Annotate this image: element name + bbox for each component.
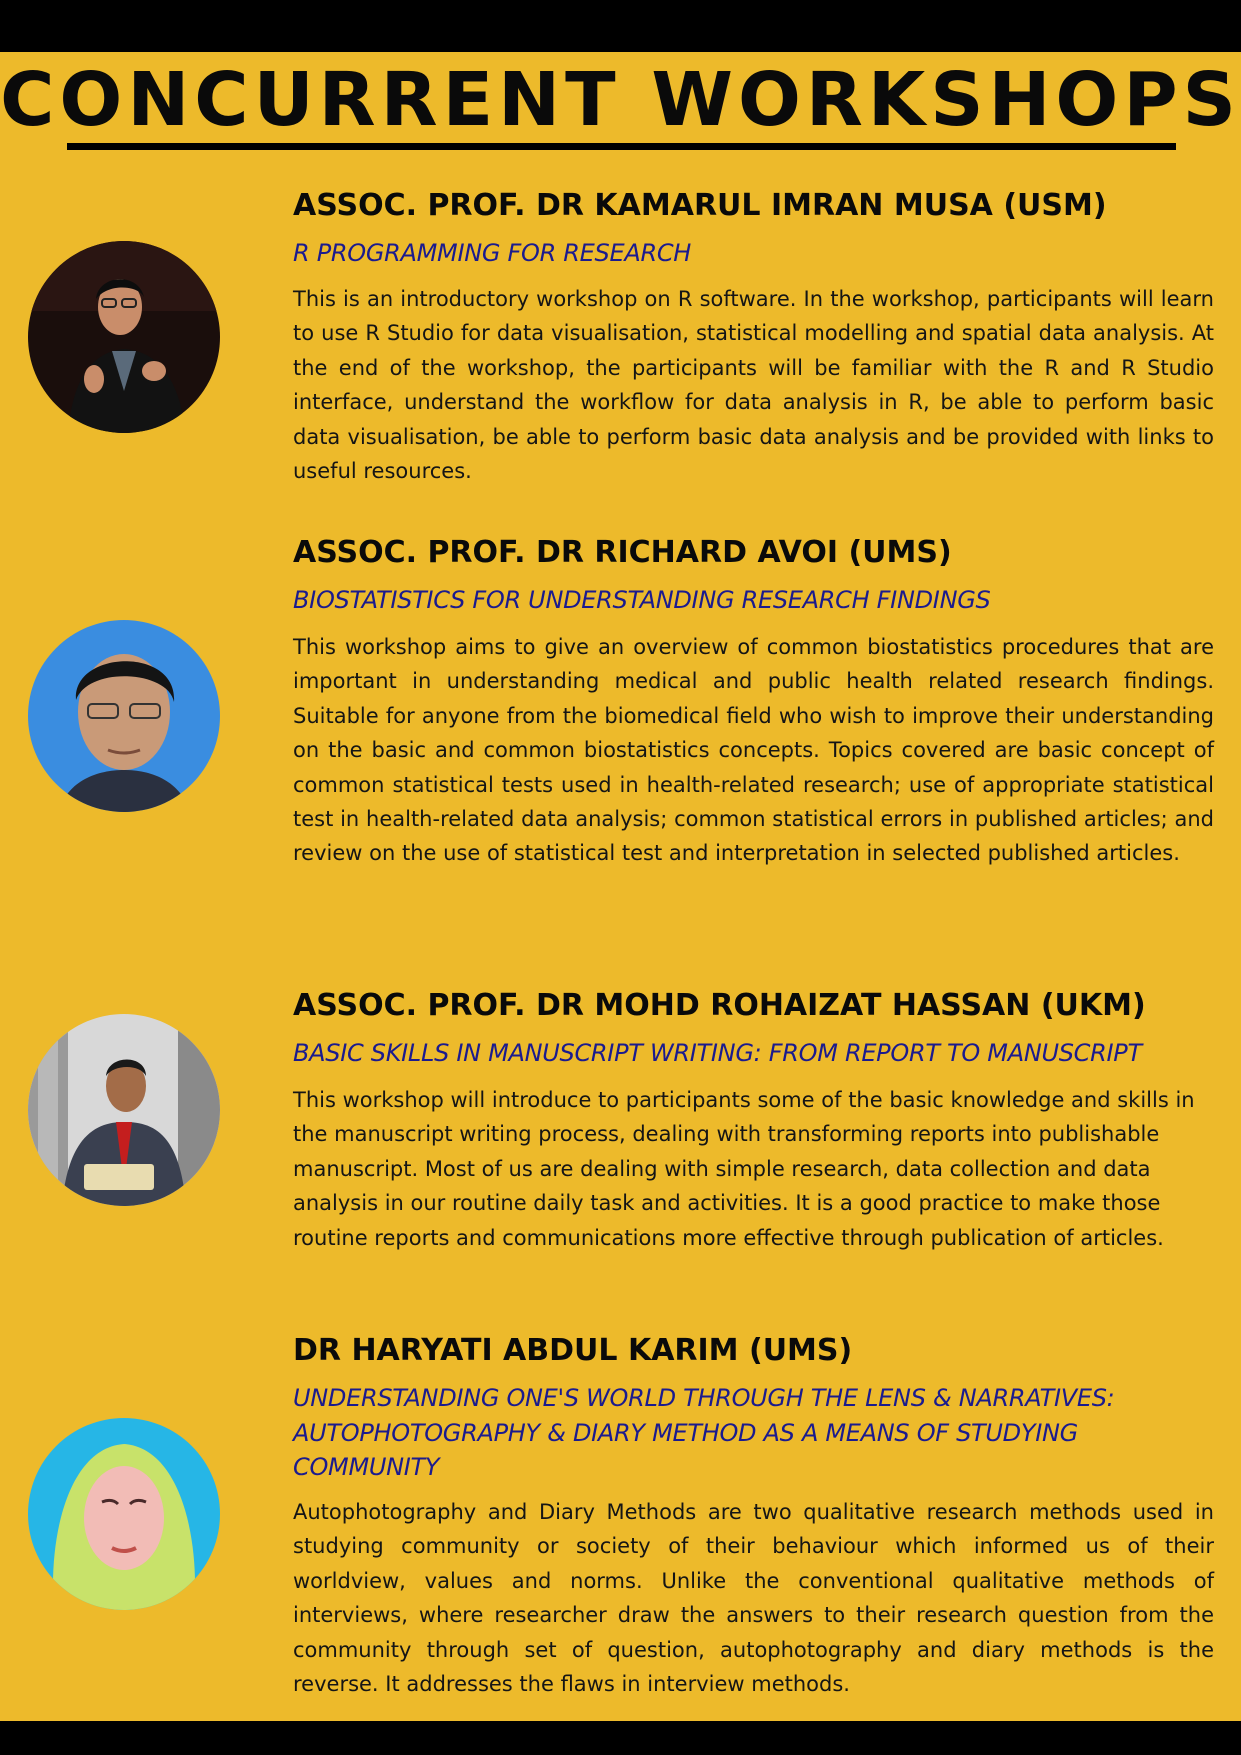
workshop-description: This is an introductory workshop on R software. In the workshop, participants will learn to use R Studio for data visualisation, statistical modelling and spatial data analysis. At the end of the workshop, the participants will be familiar with the R and R Studio interface, understand the workflow for data analysis in R, be able to perform basic data visualisation, be able to perform basic data analysis and be provided with links to useful resources. bbox=[293, 287, 1214, 484]
speaker-name: ASSOC. PROF. DR MOHD ROHAIZAT HASSAN (UKM) bbox=[293, 988, 1146, 1023]
bottom-black-bar bbox=[0, 1721, 1241, 1755]
speaker-photo-kamarul bbox=[28, 241, 220, 433]
top-black-bar bbox=[0, 0, 1241, 52]
workshop-description: Autophotography and Diary Methods are two qualitative research methods used in studying community or society of their behaviour which informed us of their worldview, values and norms. Unlike the conventional qualitative methods of interviews, where researcher draw the answers to their research question from the community through set of question, autophotography and diary methods is the reverse. It addresses the flaws in interview methods. bbox=[293, 1500, 1214, 1697]
workshop-description: This workshop will introduce to participants some of the basic knowledge and skills in the manuscript writing process, dealing with transforming reports into publishable manuscript. Most of us are dealing with simple research, data collection and data analysis in our routine daily task and activities. It is a good practice to make those routine reports and communications more effective through publication of articles. bbox=[293, 1088, 1195, 1250]
speaker-name: ASSOC. PROF. DR RICHARD AVOI (UMS) bbox=[293, 535, 952, 570]
workshop-description: This workshop aims to give an overview of common biostatistics procedures that are important in understanding medical and public health related research findings. Suitable for anyone from the biomedical field who wish to improve their understanding on the basic and common biostatistics concepts. Topics covered are basic concept of common statistical tests used in health-related research; use of appropriate statistical test in health-related data analysis; common statistical errors in published articles; and review on the use of statistical test and interpretation in selected published articles. bbox=[293, 635, 1214, 866]
workshop-topic: BIOSTATISTICS FOR UNDERSTANDING RESEARCH FINDINGS bbox=[293, 586, 991, 614]
speaker-name: DR HARYATI ABDUL KARIM (UMS) bbox=[293, 1333, 853, 1368]
title-underline bbox=[67, 143, 1176, 150]
speaker-name: ASSOC. PROF. DR KAMARUL IMRAN MUSA (USM) bbox=[293, 188, 1107, 223]
workshop-topic: R PROGRAMMING FOR RESEARCH bbox=[293, 239, 692, 267]
page-title: CONCURRENT WORKSHOPS bbox=[0, 57, 1241, 143]
speaker-photo-richard bbox=[28, 620, 220, 812]
workshop-topic: UNDERSTANDING ONE'S WORLD THROUGH THE LENS & NARRATIVES: AUTOPHOTOGRAPHY & DIARY METHOD AS A MEANS OF STUDYING COMMUNITY bbox=[293, 1384, 1115, 1481]
speaker-photo-haryati bbox=[28, 1418, 220, 1610]
workshop-topic: BASIC SKILLS IN MANUSCRIPT WRITING: FROM REPORT TO MANUSCRIPT bbox=[293, 1039, 1142, 1067]
speaker-photo-rohaizat bbox=[28, 1014, 220, 1206]
